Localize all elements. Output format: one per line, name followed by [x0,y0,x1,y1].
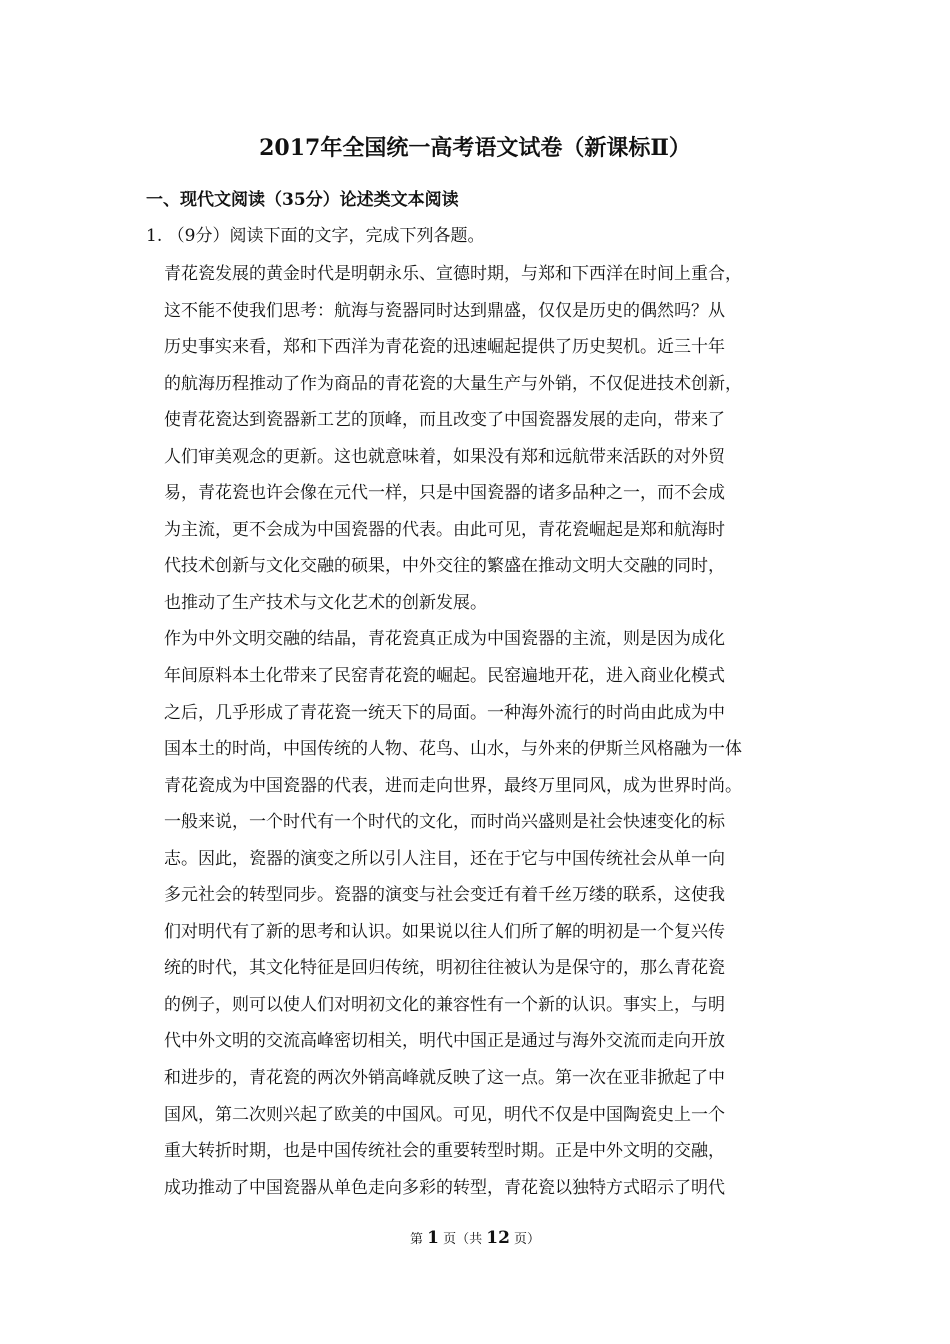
question-1 [146,224,484,248]
total-page-count: 12 [486,1228,510,1248]
text-line: 之后，几乎形成了青花瓷一统天下的局面。一种海外流行的时尚由此成为中 [164,702,725,723]
question-prompt: （9分）阅读下面的文字，完成下列各题。 [167,226,485,246]
text-line: 历史事实来看，郑和下西洋为青花瓷的迅速崛起提供了历史契机。近三十年 [164,337,725,358]
footer-middle: 页（共 [443,1232,483,1247]
text-line: 也推动了生产技术与文化艺术的创新发展。 [164,592,487,613]
reading-passage [164,256,824,1206]
text-line: 多元社会的转型同步。瓷器的演变与社会变迁有着千丝万缕的联系，这使我 [164,885,725,906]
passage-paragraph-1 [164,256,824,621]
text-line: 使青花瓷达到瓷器新工艺的顶峰，而且改变了中国瓷器发展的走向，带来了 [164,410,725,431]
text-line: 代中外文明的交流高峰密切相关，明代中国正是通过与海外交流而走向开放 [164,1031,725,1052]
text-line: 的例子，则可以使人们对明初文化的兼容性有一个新的认识。事实上，与明 [164,994,725,1015]
text-line: 易，青花瓷也许会像在元代一样，只是中国瓷器的诸多品种之一，而不会成 [164,483,725,504]
text-line: 和进步的，青花瓷的两次外销高峰就反映了这一点。第一次在亚非掀起了中 [164,1068,725,1089]
text-line: 们对明代有了新的思考和认识。如果说以往人们所了解的明初是一个复兴传 [164,921,725,942]
text-line: 青花瓷发展的黄金时代是明朝永乐、宣德时期，与郑和下西洋在时间上重合， [164,264,742,284]
text-line: 国本土的时尚，中国传统的人物、花鸟、山水，与外来的伊斯兰风格融为一体 [164,739,742,760]
text-line: 一般来说，一个时代有一个时代的文化，而时尚兴盛则是社会快速变化的标 [164,812,725,833]
text-line: 国风，第二次则兴起了欧美的中国风。可见，明代不仅是中国陶瓷史上一个 [164,1104,725,1125]
text-line: 代技术创新与文化交融的硕果，中外交往的繁盛在推动文明大交融的同时， [164,556,725,577]
footer-suffix: 页） [514,1232,541,1247]
text-line: 志。因此，瓷器的演变之所以引人注目，还在于它与中国传统社会从单一向 [164,848,725,869]
text-line: 的航海历程推动了作为商品的青花瓷的大量生产与外销，不仅促进技术创新， [164,373,742,394]
text-line: 统的时代，其文化特征是回归传统，明初往往被认为是保守的，那么青花瓷 [164,958,725,979]
passage-paragraph-2 [164,621,824,804]
text-line: 成功推动了中国瓷器从单色走向多彩的转型，青花瓷以独特方式昭示了明代 [164,1177,725,1198]
text-line: 重大转折时期，也是中国传统社会的重要转型时期。正是中外文明的交融， [164,1141,725,1162]
text-line: 为主流，更不会成为中国瓷器的代表。由此可见，青花瓷崛起是郑和航海时 [164,519,725,540]
document-title: 2017年全国统一高考语文试卷（新课标Ⅱ） [259,135,691,161]
text-line: 人们审美观念的更新。这也就意味着，如果没有郑和远航带来活跃的对外贸 [164,446,725,467]
text-line: 这不能不使我们思考：航海与瓷器同时达到鼎盛，仅仅是历史的偶然吗？从 [164,300,725,321]
current-page-number: 1 [427,1228,439,1248]
footer-prefix: 第 [409,1232,423,1247]
section-heading: 一、现代文阅读（35分）论述类文本阅读 [146,190,459,210]
page-footer [0,1228,950,1250]
text-line: 作为中外文明交融的结晶，青花瓷真正成为中国瓷器的主流，则是因为成化 [164,629,725,650]
text-line: 年间原料本土化带来了民窑青花瓷的崛起。民窑遍地开花，进入商业化模式 [164,666,725,687]
question-number: 1. [146,226,163,246]
passage-paragraph-3 [164,804,824,1206]
text-line: 青花瓷成为中国瓷器的代表，进而走向世界，最终万里同风，成为世界时尚。 [164,775,742,796]
